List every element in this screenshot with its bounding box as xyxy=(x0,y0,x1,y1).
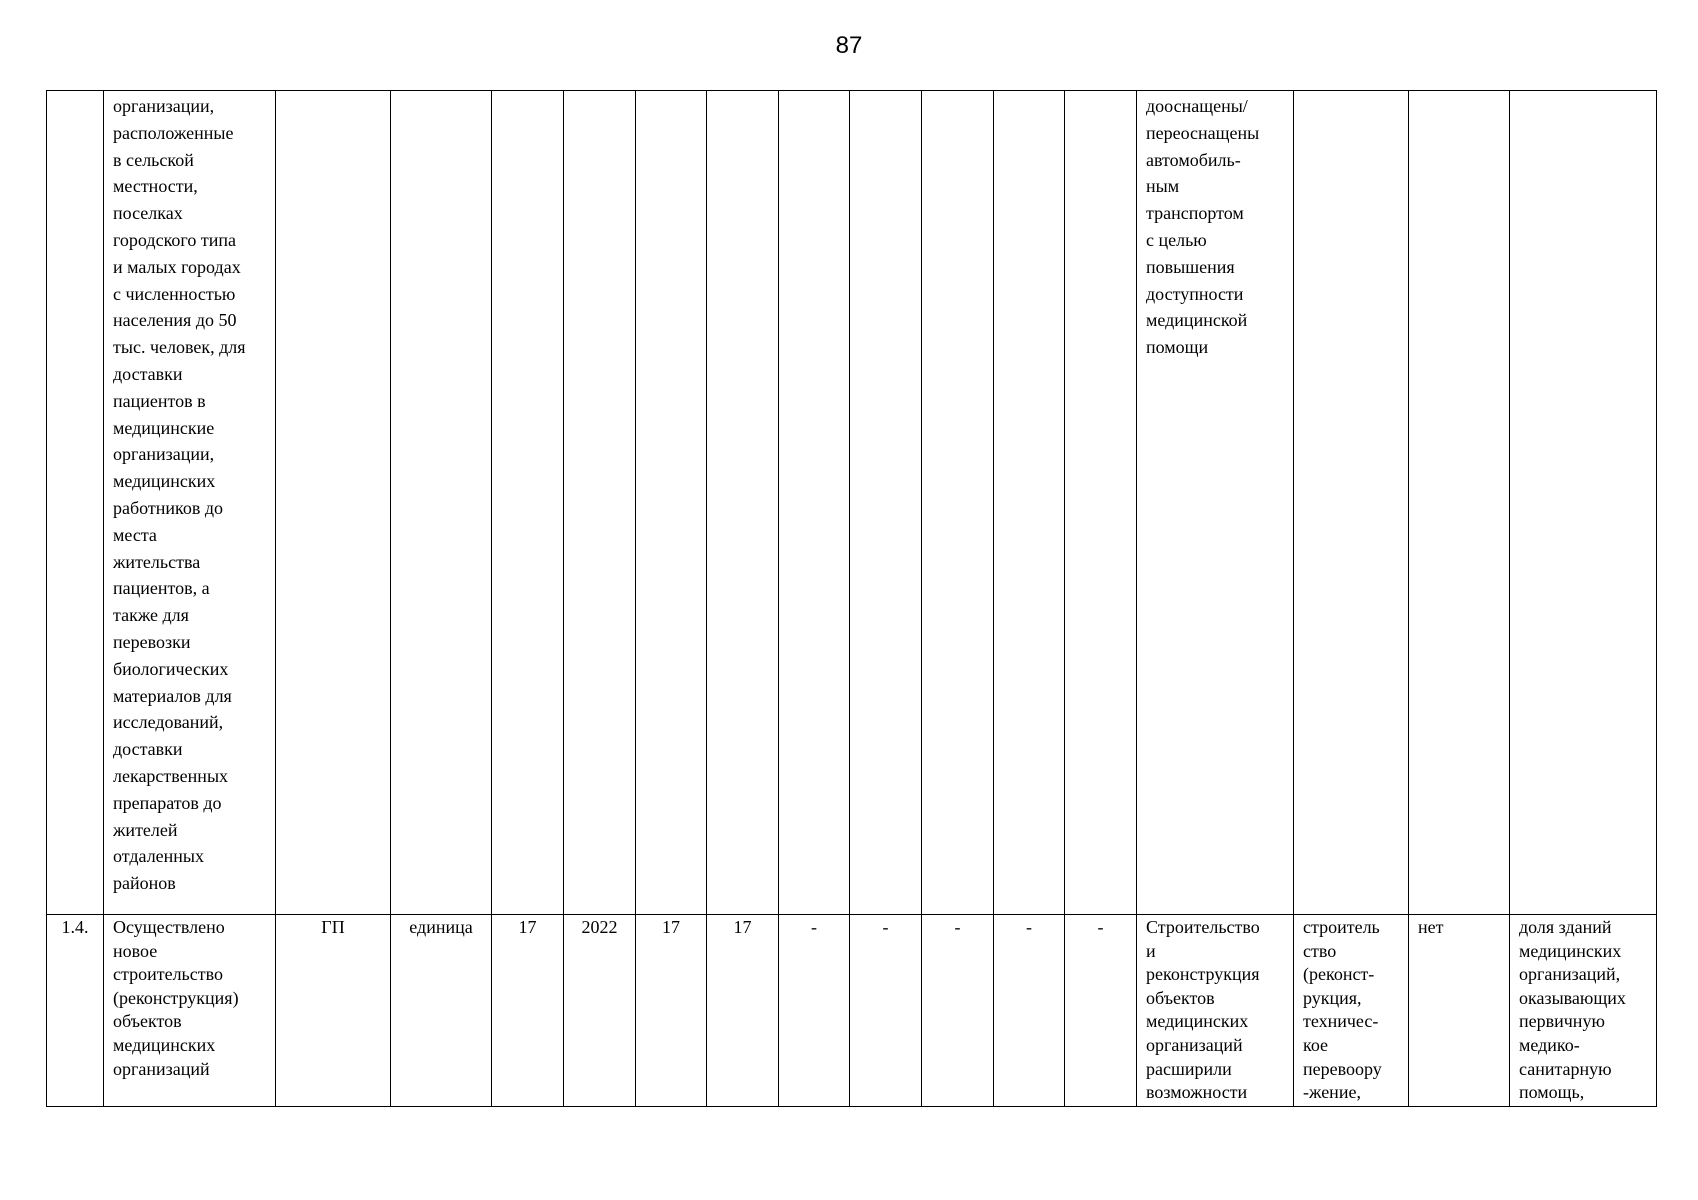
cell-base-value: 17 xyxy=(492,915,564,1107)
cell-year-3 xyxy=(779,91,850,915)
cell-year-3: - xyxy=(779,915,850,1107)
cell-year-6 xyxy=(994,91,1065,915)
cell-year-4: - xyxy=(850,915,922,1107)
table-row xyxy=(47,91,1657,915)
cell-name: Осуществлено новое строительство (реконструкция) объектов медицинских организаций xyxy=(104,915,276,1107)
cell-year-4 xyxy=(850,91,922,915)
cell-year-5 xyxy=(922,91,994,915)
cell-base-year: 2022 xyxy=(564,915,636,1107)
cell-flag: нет xyxy=(1409,915,1510,1107)
cell-character xyxy=(1294,91,1409,915)
cell-level xyxy=(276,91,391,915)
cell-indicator: доля зданий медицинских организаций, оказывающих первичную медико- санитарную помощь, xyxy=(1510,915,1657,1107)
cell-level: ГП xyxy=(276,915,391,1107)
cell-indicator xyxy=(1510,91,1657,915)
cell-unit: единица xyxy=(391,915,492,1107)
cell-year-2: 17 xyxy=(707,915,779,1107)
cell-number: 1.4. xyxy=(47,915,104,1107)
cell-year-7 xyxy=(1065,91,1137,915)
cell-name: организации, расположенные в сельской местности, поселках городского типа и малых городах с численностью населения до 50 тыс. человек, для доставки пациентов в медицинские организации, медицинских работников до места жительства пациентов, а также для перевозки биологических материалов для исследований, доставки лекарственных препаратов до жителей отдаленных районов xyxy=(104,91,276,915)
cell-unit xyxy=(391,91,492,915)
cell-flag xyxy=(1409,91,1510,915)
cell-base-value xyxy=(492,91,564,915)
cell-year-2 xyxy=(707,91,779,915)
cell-result: дооснащены/ переоснащены автомобиль- ным транспортом с целью повышения доступности медицинской помощи xyxy=(1137,91,1294,915)
cell-year-6: - xyxy=(994,915,1065,1107)
table-row xyxy=(47,915,1657,1107)
cell-year-7: - xyxy=(1065,915,1137,1107)
cell-year-5: - xyxy=(922,915,994,1107)
cell-year-1 xyxy=(636,91,707,915)
cell-year-1: 17 xyxy=(636,915,707,1107)
cell-base-year xyxy=(564,91,636,915)
cell-number xyxy=(47,91,104,915)
cell-result: Строительство и реконструкция объектов медицинских организаций расширили возможности xyxy=(1137,915,1294,1107)
cell-character: строитель ство (реконст- рукция, техничес- кое перевоору -жение, xyxy=(1294,915,1409,1107)
page-number: 87 xyxy=(835,32,863,59)
program-table xyxy=(46,90,1657,1107)
